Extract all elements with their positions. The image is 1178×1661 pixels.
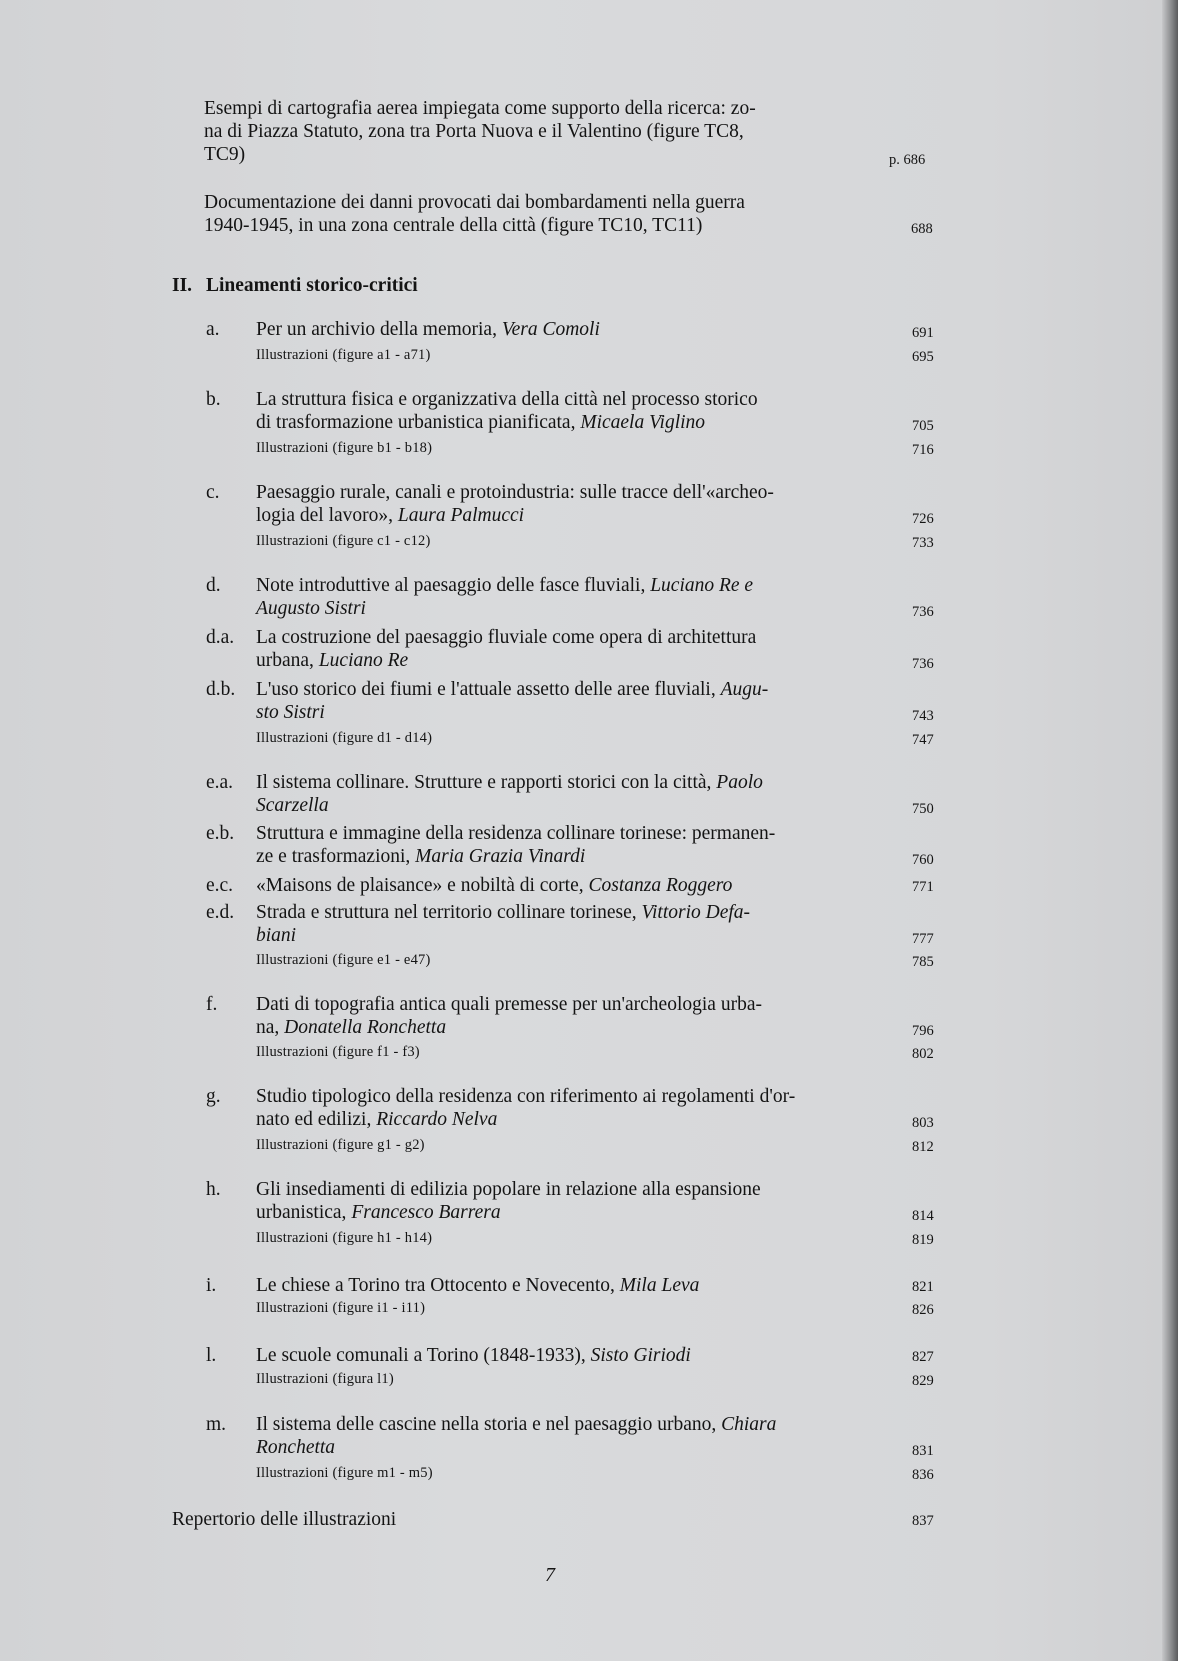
entry-l-ill-page: 829 bbox=[912, 1373, 934, 1389]
entry-da-line-1: La costruzione del paesaggio fluviale come opera di architettura bbox=[256, 627, 757, 648]
intro-2-page: 688 bbox=[911, 221, 933, 237]
entry-h-label: h. bbox=[206, 1179, 221, 1200]
entry-g-ill-page: 812 bbox=[912, 1139, 934, 1155]
entry-f-line-1: Dati di topografia antica quali premesse per un'archeologia urba- bbox=[256, 994, 762, 1015]
repertorio-title: Repertorio delle illustrazioni bbox=[172, 1509, 397, 1530]
entry-i-illustrations: Illustrazioni (figure i1 - i11) bbox=[256, 1300, 426, 1316]
entry-eb-author: Maria Grazia Vinardi bbox=[415, 846, 586, 867]
entry-eb-page: 760 bbox=[912, 852, 934, 868]
section-title: Lineamenti storico-critici bbox=[206, 275, 418, 296]
entry-m-line-2 bbox=[256, 1437, 335, 1459]
entry-ea-label: e.a. bbox=[206, 772, 234, 793]
entry-ed-author-1: Vittorio Defa- bbox=[641, 902, 751, 923]
repertorio-page: 837 bbox=[912, 1513, 934, 1529]
entry-l-label: l. bbox=[206, 1345, 217, 1366]
entry-b-label: b. bbox=[206, 389, 221, 410]
entry-a-illustrations: Illustrazioni (figure a1 - a71) bbox=[256, 347, 431, 363]
entry-l-page: 827 bbox=[912, 1349, 934, 1365]
entry-h-line-2: urbanistica, Francesco Barrera bbox=[256, 1202, 501, 1223]
entry-c-label: c. bbox=[206, 482, 220, 503]
entry-ed-illustrations: Illustrazioni (figure e1 - e47) bbox=[256, 952, 431, 968]
entry-d-page: 736 bbox=[912, 604, 934, 620]
entry-ea-line-1: Il sistema collinare. Strutture e rapporti storici con la città, Paolo bbox=[256, 772, 763, 793]
entry-i-author: Mila Leva bbox=[619, 1275, 700, 1296]
entry-b-line-1: La struttura fisica e organizzativa della città nel processo storico bbox=[256, 389, 758, 410]
entry-f-illustrations: Illustrazioni (figure f1 - f3) bbox=[256, 1044, 420, 1060]
entry-f-line-2: na, Donatella Ronchetta bbox=[256, 1017, 447, 1038]
entry-a-title: Per un archivio della memoria, Vera Comoli bbox=[256, 319, 600, 340]
intro-1-line-1: Esempi di cartografia aerea impiegata come supporto della ricerca: zo- bbox=[204, 98, 756, 119]
intro-1-line-2: na di Piazza Statuto, zona tra Porta Nuova e il Valentino (figure TC8, bbox=[204, 121, 744, 142]
entry-b-illustrations: Illustrazioni (figure b1 - b18) bbox=[256, 440, 433, 456]
entry-g-line-2: nato ed edilizi, Riccardo Nelva bbox=[256, 1109, 498, 1130]
entry-m-ill-page: 836 bbox=[912, 1467, 934, 1483]
entry-ed-ill-page: 785 bbox=[912, 954, 934, 970]
intro-2-line-2: 1940-1945, in una zona centrale della città (figure TC10, TC11) bbox=[204, 215, 703, 236]
entry-h-page: 814 bbox=[912, 1208, 934, 1224]
entry-i-line-1: Le chiese a Torino tra Ottocento e Novecento, Mila Leva bbox=[256, 1275, 700, 1296]
entry-db-label: d.b. bbox=[206, 679, 236, 700]
entry-c-author: Laura Palmucci bbox=[397, 505, 525, 526]
entry-a-label: a. bbox=[206, 319, 220, 340]
entry-c-page: 726 bbox=[912, 511, 934, 527]
entry-db-author-1: Augu- bbox=[720, 679, 769, 700]
entry-i-ill-page: 826 bbox=[912, 1302, 934, 1318]
entry-m-author-1: Chiara bbox=[721, 1414, 777, 1435]
entry-g-label: g. bbox=[206, 1086, 221, 1107]
entry-ed-line-2 bbox=[256, 925, 296, 947]
entry-g-illustrations: Illustrazioni (figure g1 - g2) bbox=[256, 1137, 425, 1153]
entry-eb-label: e.b. bbox=[206, 823, 235, 844]
entry-h-line-1: Gli insediamenti di edilizia popolare in relazione alla espansione bbox=[256, 1179, 761, 1200]
entry-g-page: 803 bbox=[912, 1115, 934, 1131]
entry-g-line-1: Studio tipologico della residenza con riferimento ai regolamenti d'or- bbox=[256, 1086, 796, 1107]
entry-c-illustrations: Illustrazioni (figure c1 - c12) bbox=[256, 533, 431, 549]
entry-m-author-2: Ronchetta bbox=[256, 1437, 336, 1458]
entry-da-author: Luciano Re bbox=[318, 650, 409, 671]
entry-ed-label: e.d. bbox=[206, 902, 235, 923]
entry-b-page: 705 bbox=[912, 418, 934, 434]
entry-a-page: 691 bbox=[912, 325, 934, 341]
entry-eb-line-2: ze e trasformazioni, Maria Grazia Vinardi bbox=[256, 846, 586, 867]
entry-db-ill-page: 747 bbox=[912, 732, 934, 748]
entry-da-line-2: urbana, Luciano Re bbox=[256, 650, 409, 671]
entry-f-ill-page: 802 bbox=[912, 1046, 934, 1062]
intro-1-line-3: TC9) bbox=[204, 144, 246, 165]
entry-da-label: d.a. bbox=[206, 627, 235, 648]
entry-l-illustrations: Illustrazioni (figura l1) bbox=[256, 1371, 394, 1387]
entry-g-author: Riccardo Nelva bbox=[376, 1109, 498, 1130]
entry-f-page: 796 bbox=[912, 1023, 934, 1039]
entry-db-line-1: L'uso storico dei fiumi e l'attuale assetto delle aree fluviali, Augu- bbox=[256, 679, 769, 700]
page-number: 7 bbox=[545, 1564, 555, 1586]
entry-ec-line-1: «Maisons de plaisance» e nobiltà di corte, Costanza Roggero bbox=[256, 875, 733, 896]
entry-d-line-2 bbox=[256, 598, 366, 620]
entry-eb-line-1: Struttura e immagine della residenza collinare torinese: permanen- bbox=[256, 823, 776, 844]
entry-f-label: f. bbox=[206, 994, 218, 1015]
entry-d-author-2: Augusto Sistri bbox=[256, 598, 366, 619]
entry-m-line-1: Il sistema delle cascine nella storia e nel paesaggio urbano, Chiara bbox=[256, 1414, 777, 1435]
entry-l-line-1: Le scuole comunali a Torino (1848-1933), Sisto Giriodi bbox=[256, 1345, 691, 1366]
entry-db-line-2 bbox=[256, 702, 325, 724]
entry-ea-author-2: Scarzella bbox=[256, 795, 329, 816]
entry-m-label: m. bbox=[206, 1414, 227, 1435]
intro-2-line-1: Documentazione dei danni provocati dai bombardamenti nella guerra bbox=[204, 192, 745, 213]
entry-ea-author-1: Paolo bbox=[716, 772, 763, 793]
entry-ea-page: 750 bbox=[912, 801, 934, 817]
entry-ed-page: 777 bbox=[912, 931, 934, 947]
entry-l-author: Sisto Giriodi bbox=[590, 1345, 691, 1366]
entry-d-author-1: Luciano Re e bbox=[650, 575, 754, 596]
entry-c-line-2: logia del lavoro», Laura Palmucci bbox=[256, 505, 525, 526]
entry-d-label: d. bbox=[206, 575, 221, 596]
entry-db-illustrations: Illustrazioni (figure d1 - d14) bbox=[256, 730, 433, 746]
entry-i-page: 821 bbox=[912, 1279, 934, 1295]
section-number: II. bbox=[172, 275, 193, 296]
entry-m-illustrations: Illustrazioni (figure m1 - m5) bbox=[256, 1465, 433, 1481]
entry-h-author: Francesco Barrera bbox=[351, 1202, 501, 1223]
entry-b-line-2: di trasformazione urbanistica pianificata, Micaela Viglino bbox=[256, 412, 706, 433]
intro-1-page: p. 686 bbox=[889, 152, 926, 168]
entry-ed-line-1: Strada e struttura nel territorio collinare torinese, Vittorio Defa- bbox=[256, 902, 751, 923]
entry-m-page: 831 bbox=[912, 1443, 934, 1459]
entry-ec-author: Costanza Roggero bbox=[588, 875, 733, 896]
entry-h-illustrations: Illustrazioni (figure h1 - h14) bbox=[256, 1230, 433, 1246]
entry-c-line-1: Paesaggio rurale, canali e protoindustria: sulle tracce dell'«archeo- bbox=[256, 482, 774, 503]
entry-c-ill-page: 733 bbox=[912, 535, 934, 551]
entry-db-page: 743 bbox=[912, 708, 934, 724]
entry-b-ill-page: 716 bbox=[912, 442, 934, 458]
entry-d-line-1: Note introduttive al paesaggio delle fasce fluviali, Luciano Re e bbox=[256, 575, 754, 596]
entry-db-author-2: sto Sistri bbox=[256, 702, 325, 723]
entry-f-author: Donatella Ronchetta bbox=[284, 1017, 447, 1038]
page-edge-shadow bbox=[1162, 0, 1178, 1661]
entry-ec-label: e.c. bbox=[206, 875, 234, 896]
entry-h-ill-page: 819 bbox=[912, 1232, 934, 1248]
entry-a-author: Vera Comoli bbox=[501, 319, 600, 340]
entry-ed-author-2: biani bbox=[256, 925, 297, 946]
entry-a-ill-page: 695 bbox=[912, 349, 934, 365]
entry-ec-page: 771 bbox=[912, 879, 934, 895]
entry-da-page: 736 bbox=[912, 656, 934, 672]
entry-b-author: Micaela Viglino bbox=[580, 412, 706, 433]
entry-i-label: i. bbox=[206, 1275, 217, 1296]
entry-ea-line-2 bbox=[256, 795, 329, 817]
